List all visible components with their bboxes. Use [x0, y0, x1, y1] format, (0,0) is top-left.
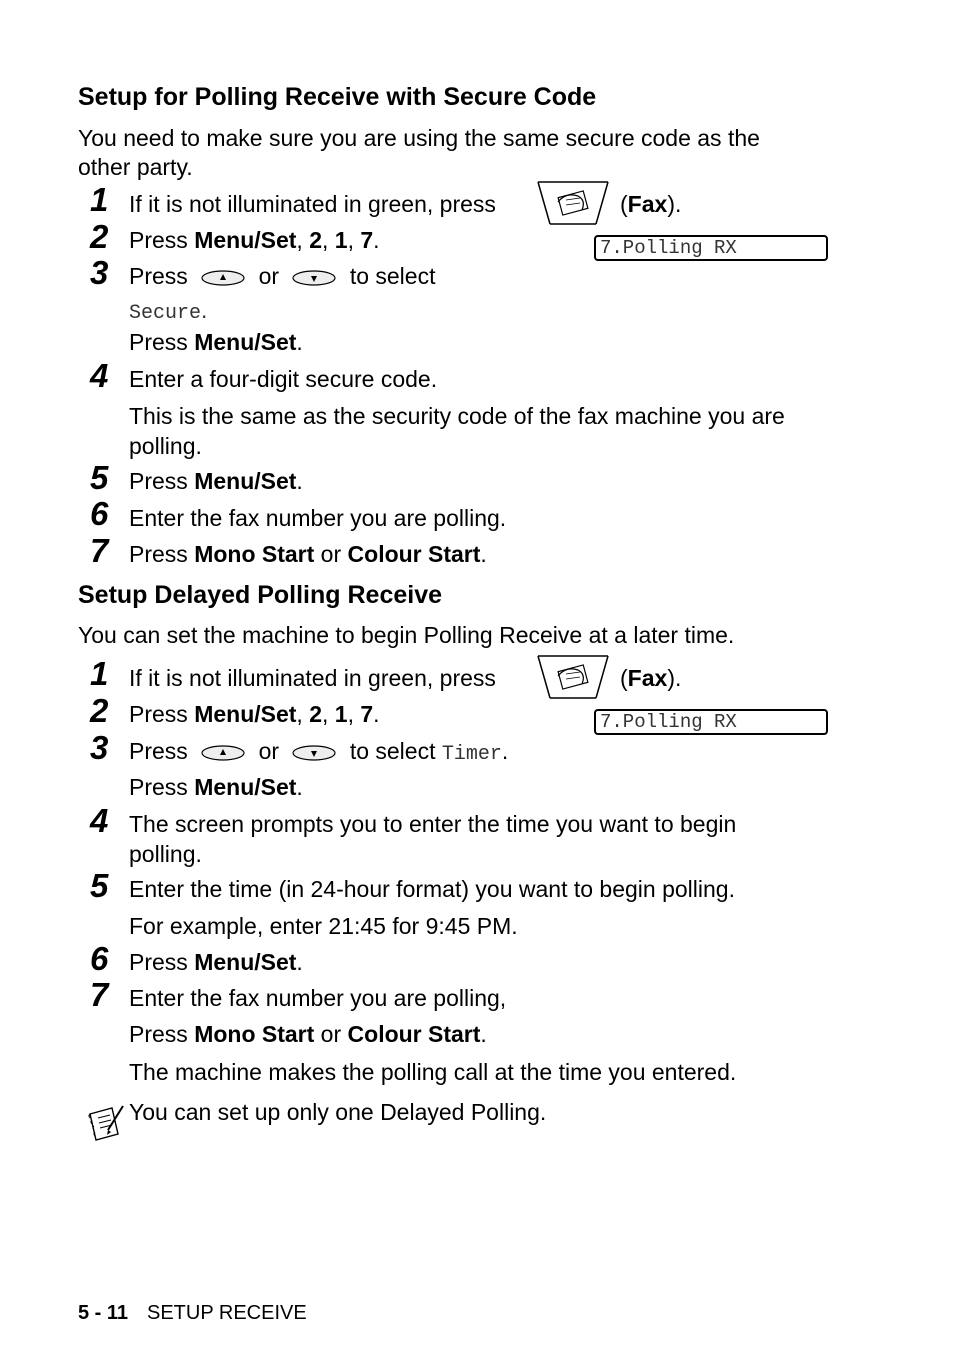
section-heading-secure-code: Setup for Polling Receive with Secure Code [78, 83, 597, 111]
step-5-text: Enter the time (in 24-hour format) you want to begin polling. [129, 876, 735, 902]
step-3-text: Press or to select Timer. [129, 738, 509, 766]
step-6-text: Press Menu/Set. [129, 949, 303, 975]
footer-section-title: SETUP RECEIVE [147, 1302, 307, 1324]
step-number-2: 2 [90, 692, 109, 729]
step-4b-line1: This is the same as the security code of the fax machine you are [129, 403, 785, 429]
note-text: You can set up only one Delayed Polling. [129, 1099, 547, 1125]
step-4-text: Enter a four-digit secure code. [129, 366, 438, 392]
step-4-line1: The screen prompts you to enter the time you want to begin [129, 811, 737, 837]
step-6-text: Enter the fax number you are polling. [129, 505, 507, 531]
fax-key-icon [536, 654, 610, 702]
down-arrow-key-icon [291, 269, 337, 287]
menu-option-secure: Secure. [129, 297, 208, 325]
page-number: 5 - 11 [78, 1302, 129, 1324]
step-number-4: 4 [90, 357, 109, 394]
step-number-2: 2 [90, 218, 109, 255]
step-1-text: If it is not illuminated in green, press [129, 191, 496, 217]
fax-key-icon [536, 180, 610, 228]
note-pad-icon [86, 1102, 126, 1144]
fax-label: (Fax). [620, 191, 682, 217]
step-number-5: 5 [90, 867, 109, 904]
up-arrow-key-icon [200, 269, 246, 287]
step-3-text: Press or to select [129, 263, 436, 289]
step-5b-text: For example, enter 21:45 for 9:45 PM. [129, 913, 518, 939]
step-number-3: 3 [90, 729, 109, 766]
step-7c-text: The machine makes the polling call at the time you entered. [129, 1059, 737, 1085]
step-3b-text: Press Menu/Set. [129, 774, 303, 800]
step-number-4: 4 [90, 802, 109, 839]
step-7-text: Press Mono Start or Colour Start. [129, 541, 487, 567]
step-3b-text: Press Menu/Set. [129, 329, 303, 355]
step-2-text: Press Menu/Set, 2, 1, 7. [129, 227, 380, 253]
step-number-7: 7 [90, 532, 109, 569]
intro-text-line2: other party. [78, 154, 193, 180]
step-number-6: 6 [90, 940, 109, 977]
menu-option-timer: Timer [441, 743, 502, 766]
step-number-7: 7 [90, 976, 109, 1013]
step-4-line2: polling. [129, 841, 202, 867]
lcd-display: 7.Polling RX [594, 235, 828, 261]
step-7b-text: Press Mono Start or Colour Start. [129, 1021, 487, 1047]
fax-label: (Fax). [620, 665, 682, 691]
up-arrow-key-icon [200, 744, 246, 762]
section-heading-delayed-polling: Setup Delayed Polling Receive [78, 581, 443, 609]
intro-text-delayed: You can set the machine to begin Polling Receive at a later time. [78, 622, 735, 648]
step-number-1: 1 [90, 655, 109, 692]
down-arrow-key-icon [291, 744, 337, 762]
step-number-1: 1 [90, 181, 109, 218]
intro-text-line1: You need to make sure you are using the same secure code as the [78, 125, 760, 151]
step-number-6: 6 [90, 495, 109, 532]
step-4b-line2: polling. [129, 433, 202, 459]
step-5-text: Press Menu/Set. [129, 468, 303, 494]
step-7-text: Enter the fax number you are polling, [129, 985, 507, 1011]
step-number-3: 3 [90, 254, 109, 291]
step-2-text: Press Menu/Set, 2, 1, 7. [129, 701, 380, 727]
step-1-text: If it is not illuminated in green, press [129, 665, 496, 691]
lcd-display: 7.Polling RX [594, 709, 828, 735]
step-number-5: 5 [90, 459, 109, 496]
